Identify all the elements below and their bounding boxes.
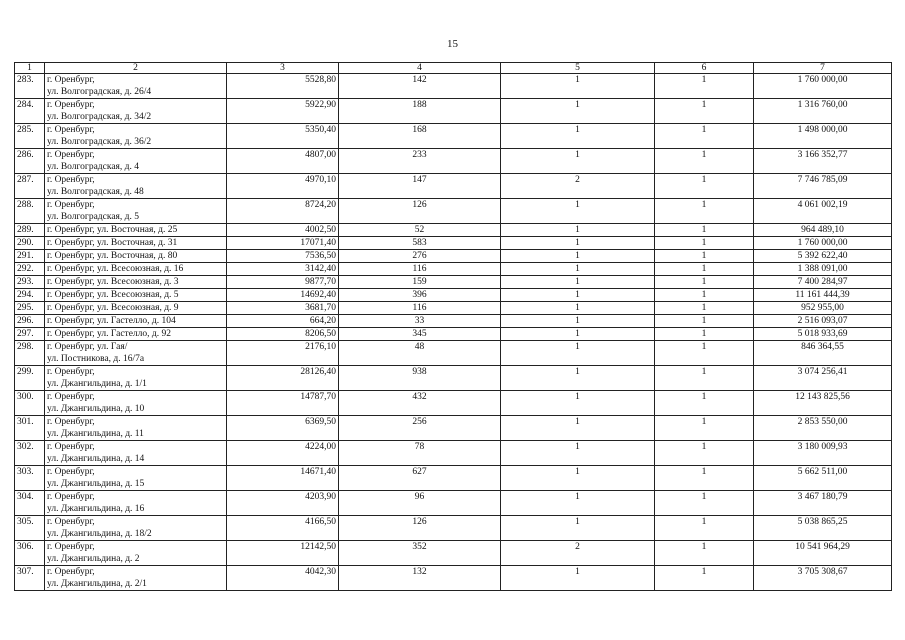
address-cell: г. Оренбург, ул. Джангильдина, д. 2/1 [45,566,227,591]
column-6-cell: 1 [655,366,754,391]
area-cell: 5922,90 [227,99,339,124]
area-cell: 12142,50 [227,541,339,566]
column-6-cell: 1 [655,302,754,315]
row-number-cell: 299. [15,366,45,391]
row-number-cell: 285. [15,124,45,149]
column-5-cell: 1 [501,124,655,149]
area-cell: 3142,40 [227,263,339,276]
amount-cell: 10 541 964,29 [754,541,892,566]
address-cell: г. Оренбург, ул. Волгоградская, д. 34/2 [45,99,227,124]
address-cell: г. Оренбург, ул. Джангильдина, д. 18/2 [45,516,227,541]
amount-cell: 952 955,00 [754,302,892,315]
column-5-cell: 1 [501,250,655,263]
column-6-cell: 1 [655,263,754,276]
column-5-cell: 2 [501,541,655,566]
table-row [15,263,892,276]
column-5-cell: 1 [501,302,655,315]
row-number-cell: 304. [15,491,45,516]
row-number-cell: 291. [15,250,45,263]
address-cell: г. Оренбург, ул. Гая/ ул. Постникова, д. 16/7а [45,341,227,366]
amount-cell: 2 516 093,07 [754,315,892,328]
column-6-cell: 1 [655,174,754,199]
area-cell: 4224,00 [227,441,339,466]
column-6-cell: 1 [655,416,754,441]
amount-cell: 964 489,10 [754,224,892,237]
column-4-cell: 96 [339,491,501,516]
page-number: 15 [447,38,458,50]
area-cell: 14787,70 [227,391,339,416]
table-row [15,224,892,237]
column-4-cell: 33 [339,315,501,328]
column-4-cell: 147 [339,174,501,199]
column-6-cell: 1 [655,466,754,491]
column-5-cell: 1 [501,491,655,516]
column-5-cell: 2 [501,174,655,199]
amount-cell: 11 161 444,39 [754,289,892,302]
table-row [15,466,892,491]
row-number-cell: 293. [15,276,45,289]
amount-cell: 3 705 308,67 [754,566,892,591]
table-row [15,276,892,289]
column-5-cell: 1 [501,366,655,391]
column-6-cell: 1 [655,289,754,302]
column-4-cell: 126 [339,516,501,541]
table-row [15,124,892,149]
column-5-cell: 1 [501,149,655,174]
address-cell: г. Оренбург, ул. Волгоградская, д. 26/4 [45,74,227,99]
column-5-cell: 1 [501,566,655,591]
address-cell: г. Оренбург, ул. Джангильдина, д. 16 [45,491,227,516]
area-cell: 8724,20 [227,199,339,224]
column-header-6: 6 [655,63,754,74]
address-cell: г. Оренбург, ул. Джангильдина, д. 15 [45,466,227,491]
amount-cell: 5 038 865,25 [754,516,892,541]
column-4-cell: 938 [339,366,501,391]
amount-cell: 5 662 511,00 [754,466,892,491]
column-6-cell: 1 [655,99,754,124]
column-5-cell: 1 [501,441,655,466]
amount-cell: 3 166 352,77 [754,149,892,174]
address-cell: г. Оренбург, ул. Всесоюзная, д. 9 [45,302,227,315]
column-6-cell: 1 [655,541,754,566]
amount-cell: 12 143 825,56 [754,391,892,416]
row-number-cell: 305. [15,516,45,541]
row-number-cell: 284. [15,99,45,124]
address-cell: г. Оренбург, ул. Всесоюзная, д. 5 [45,289,227,302]
area-cell: 14671,40 [227,466,339,491]
address-cell: г. Оренбург, ул. Джангильдина, д. 14 [45,441,227,466]
column-4-cell: 78 [339,441,501,466]
column-4-cell: 159 [339,276,501,289]
column-5-cell: 1 [501,341,655,366]
address-cell: г. Оренбург, ул. Джангильдина, д. 11 [45,416,227,441]
column-6-cell: 1 [655,149,754,174]
column-4-cell: 48 [339,341,501,366]
table-body [15,74,892,591]
table-row [15,174,892,199]
row-number-cell: 300. [15,391,45,416]
table-row [15,149,892,174]
table-row [15,250,892,263]
row-number-cell: 288. [15,199,45,224]
table-row [15,416,892,441]
column-4-cell: 233 [339,149,501,174]
column-6-cell: 1 [655,224,754,237]
column-4-cell: 345 [339,328,501,341]
table-row [15,491,892,516]
amount-cell: 1 760 000,00 [754,237,892,250]
address-cell: г. Оренбург, ул. Волгоградская, д. 36/2 [45,124,227,149]
address-cell: г. Оренбург, ул. Восточная, д. 80 [45,250,227,263]
area-cell: 4002,50 [227,224,339,237]
column-4-cell: 352 [339,541,501,566]
table-row [15,315,892,328]
area-cell: 5528,80 [227,74,339,99]
amount-cell: 2 853 550,00 [754,416,892,441]
address-cell: г. Оренбург, ул. Восточная, д. 31 [45,237,227,250]
row-number-cell: 296. [15,315,45,328]
area-cell: 4042,30 [227,566,339,591]
address-cell: г. Оренбург, ул. Джангильдина, д. 2 [45,541,227,566]
row-number-cell: 298. [15,341,45,366]
column-6-cell: 1 [655,566,754,591]
amount-cell: 3 074 256,41 [754,366,892,391]
row-number-cell: 290. [15,237,45,250]
column-6-cell: 1 [655,237,754,250]
column-header-4: 4 [339,63,501,74]
table-row [15,391,892,416]
table-row [15,74,892,99]
column-header-1: 1 [15,63,45,74]
address-cell: г. Оренбург, ул. Волгоградская, д. 5 [45,199,227,224]
area-cell: 664,20 [227,315,339,328]
row-number-cell: 307. [15,566,45,591]
area-cell: 28126,40 [227,366,339,391]
column-5-cell: 1 [501,224,655,237]
table-row [15,199,892,224]
table-header-row [15,63,892,74]
column-5-cell: 1 [501,74,655,99]
table-row [15,366,892,391]
column-5-cell: 1 [501,416,655,441]
address-cell: г. Оренбург, ул. Волгоградская, д. 48 [45,174,227,199]
column-4-cell: 116 [339,302,501,315]
column-5-cell: 1 [501,391,655,416]
column-5-cell: 1 [501,516,655,541]
column-6-cell: 1 [655,491,754,516]
area-cell: 7536,50 [227,250,339,263]
column-6-cell: 1 [655,391,754,416]
column-4-cell: 432 [339,391,501,416]
area-cell: 6369,50 [227,416,339,441]
area-cell: 8206,50 [227,328,339,341]
column-4-cell: 52 [339,224,501,237]
column-5-cell: 1 [501,237,655,250]
column-header-5: 5 [501,63,655,74]
column-4-cell: 396 [339,289,501,302]
column-5-cell: 1 [501,99,655,124]
table-row [15,341,892,366]
column-6-cell: 1 [655,124,754,149]
address-cell: г. Оренбург, ул. Волгоградская, д. 4 [45,149,227,174]
row-number-cell: 292. [15,263,45,276]
amount-cell: 5 392 622,40 [754,250,892,263]
column-4-cell: 132 [339,566,501,591]
row-number-cell: 286. [15,149,45,174]
row-number-cell: 297. [15,328,45,341]
amount-cell: 1 388 091,00 [754,263,892,276]
column-5-cell: 1 [501,276,655,289]
column-6-cell: 1 [655,328,754,341]
column-header-7: 7 [754,63,892,74]
amount-cell: 5 018 933,69 [754,328,892,341]
column-4-cell: 116 [339,263,501,276]
column-4-cell: 126 [339,199,501,224]
column-4-cell: 276 [339,250,501,263]
column-header-3: 3 [227,63,339,74]
area-cell: 4970,10 [227,174,339,199]
address-cell: г. Оренбург, ул. Всесоюзная, д. 3 [45,276,227,289]
row-number-cell: 302. [15,441,45,466]
column-header-2: 2 [45,63,227,74]
column-5-cell: 1 [501,289,655,302]
column-6-cell: 1 [655,516,754,541]
registry-table [14,62,892,591]
amount-cell: 1 760 000,00 [754,74,892,99]
column-6-cell: 1 [655,276,754,289]
amount-cell: 7 746 785,09 [754,174,892,199]
address-cell: г. Оренбург, ул. Гастелло, д. 92 [45,328,227,341]
table-row [15,441,892,466]
table-row [15,566,892,591]
row-number-cell: 295. [15,302,45,315]
column-4-cell: 583 [339,237,501,250]
row-number-cell: 289. [15,224,45,237]
column-5-cell: 1 [501,315,655,328]
column-4-cell: 627 [339,466,501,491]
row-number-cell: 301. [15,416,45,441]
row-number-cell: 294. [15,289,45,302]
area-cell: 5350,40 [227,124,339,149]
table-row [15,541,892,566]
area-cell: 2176,10 [227,341,339,366]
column-6-cell: 1 [655,315,754,328]
amount-cell: 7 400 284,97 [754,276,892,289]
address-cell: г. Оренбург, ул. Гастелло, д. 104 [45,315,227,328]
row-number-cell: 283. [15,74,45,99]
table-row [15,328,892,341]
area-cell: 4203,90 [227,491,339,516]
column-5-cell: 1 [501,263,655,276]
area-cell: 3681,70 [227,302,339,315]
column-4-cell: 256 [339,416,501,441]
amount-cell: 1 316 760,00 [754,99,892,124]
column-4-cell: 142 [339,74,501,99]
area-cell: 4807,00 [227,149,339,174]
address-cell: г. Оренбург, ул. Джангильдина, д. 10 [45,391,227,416]
table-row [15,289,892,302]
column-5-cell: 1 [501,199,655,224]
column-5-cell: 1 [501,328,655,341]
amount-cell: 4 061 002,19 [754,199,892,224]
row-number-cell: 287. [15,174,45,199]
amount-cell: 846 364,55 [754,341,892,366]
address-cell: г. Оренбург, ул. Джангильдина, д. 1/1 [45,366,227,391]
row-number-cell: 303. [15,466,45,491]
area-cell: 17071,40 [227,237,339,250]
column-4-cell: 188 [339,99,501,124]
address-cell: г. Оренбург, ул. Всесоюзная, д. 16 [45,263,227,276]
table-row [15,302,892,315]
table-row [15,99,892,124]
amount-cell: 1 498 000,00 [754,124,892,149]
table-row [15,516,892,541]
amount-cell: 3 180 009,93 [754,441,892,466]
column-6-cell: 1 [655,250,754,263]
row-number-cell: 306. [15,541,45,566]
column-4-cell: 168 [339,124,501,149]
column-5-cell: 1 [501,466,655,491]
address-cell: г. Оренбург, ул. Восточная, д. 25 [45,224,227,237]
table-row [15,237,892,250]
amount-cell: 3 467 180,79 [754,491,892,516]
area-cell: 14692,40 [227,289,339,302]
area-cell: 9877,70 [227,276,339,289]
area-cell: 4166,50 [227,516,339,541]
column-6-cell: 1 [655,74,754,99]
column-6-cell: 1 [655,199,754,224]
column-6-cell: 1 [655,341,754,366]
column-6-cell: 1 [655,441,754,466]
